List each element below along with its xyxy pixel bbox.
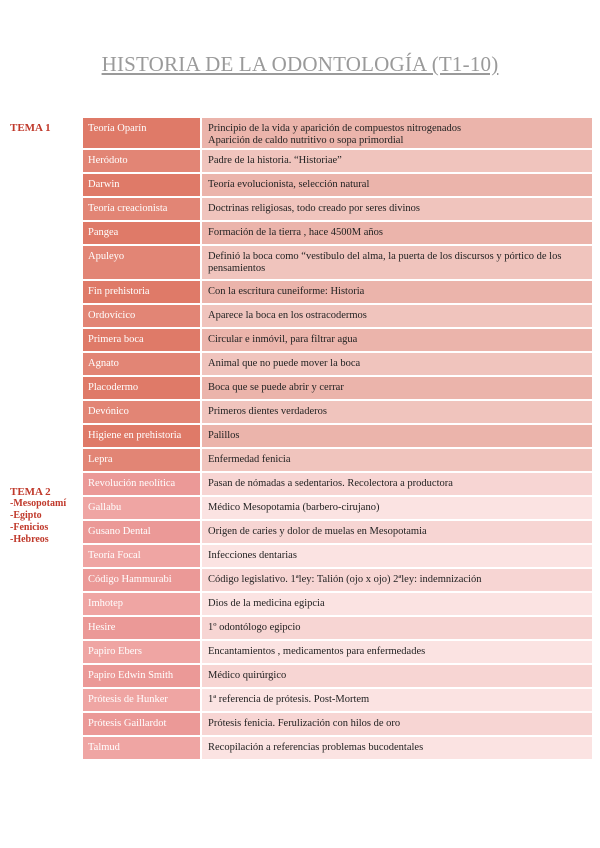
term-cell: Heródoto xyxy=(83,150,202,174)
table-row xyxy=(83,521,592,545)
table-row xyxy=(83,737,592,761)
definition-cell: Aparece la boca en los ostracodermos xyxy=(202,305,592,329)
definition-cell: Formación de la tierra , hace 4500M años xyxy=(202,222,592,246)
term-cell: Gallabu xyxy=(83,497,202,521)
term-cell: Código Hammurabi xyxy=(83,569,202,593)
term-cell: Pangea xyxy=(83,222,202,246)
term-cell: Prótesis Gaillardot xyxy=(83,713,202,737)
term-cell: Teoría Oparín xyxy=(83,118,202,150)
definition-cell: Dios de la medicina egipcia xyxy=(202,593,592,617)
table-row xyxy=(83,150,592,174)
definition-cell xyxy=(202,118,592,150)
term-cell: Teoría creacionista xyxy=(83,198,202,222)
definition-cell: Origen de caries y dolor de muelas en Mesopotamia xyxy=(202,521,592,545)
table-row xyxy=(83,473,592,497)
definition-cell: 1ª referencia de prótesis. Post-Mortem xyxy=(202,689,592,713)
term-cell: Revolución neolítica xyxy=(83,473,202,497)
section-tema-2 xyxy=(10,486,82,546)
term-cell: Higiene en prehistoria xyxy=(83,425,202,449)
definition-line: Aparición de caldo nutritivo o sopa primordial xyxy=(208,135,404,146)
definition-cell: 1º odontólogo egipcio xyxy=(202,617,592,641)
table-row xyxy=(83,353,592,377)
term-cell: Darwin xyxy=(83,174,202,198)
definition-cell: Infecciones dentarias xyxy=(202,545,592,569)
definition-cell: Código legislativo. 1ªley: Talión (ojo x ojo) 2ªley: indemnización xyxy=(202,569,592,593)
term-cell: Placodermo xyxy=(83,377,202,401)
term-cell: Agnato xyxy=(83,353,202,377)
table-row xyxy=(83,305,592,329)
table-row xyxy=(83,118,592,150)
term-cell: Prótesis de Hunker xyxy=(83,689,202,713)
term-cell: Papiro Edwin Smith xyxy=(83,665,202,689)
table-row xyxy=(83,569,592,593)
definition-cell: Padre de la historia. “Historiae” xyxy=(202,150,592,174)
definition-cell: Médico quirúrgico xyxy=(202,665,592,689)
table-row xyxy=(83,593,592,617)
definition-cell: Primeros dientes verdaderos xyxy=(202,401,592,425)
glossary-table xyxy=(83,118,592,761)
table-row xyxy=(83,497,592,521)
term-cell: Hesire xyxy=(83,617,202,641)
table-row xyxy=(83,281,592,305)
section-label: TEMA 1 xyxy=(10,122,51,134)
term-cell: Apuleyo xyxy=(83,246,202,281)
term-cell: Talmud xyxy=(83,737,202,761)
definition-cell: Pasan de nómadas a sedentarios. Recolectora a productora xyxy=(202,473,592,497)
table-row xyxy=(83,449,592,473)
definition-cell: Recopilación a referencias problemas bucodentales xyxy=(202,737,592,761)
definition-cell: Teoría evolucionista, selección natural xyxy=(202,174,592,198)
definition-cell: Circular e inmóvil, para filtrar agua xyxy=(202,329,592,353)
term-cell: Papiro Ebers xyxy=(83,641,202,665)
section-sub-item: -Fenicios xyxy=(10,522,49,533)
table-row xyxy=(83,545,592,569)
definition-cell: Palillos xyxy=(202,425,592,449)
table-row xyxy=(83,641,592,665)
table-row xyxy=(83,713,592,737)
term-cell: Fin prehistoria xyxy=(83,281,202,305)
section-sub-item: -Egipto xyxy=(10,510,42,521)
definition-line: Principio de la vida y aparición de compuestos nitrogenados xyxy=(208,123,462,134)
term-cell: Devónico xyxy=(83,401,202,425)
table-row xyxy=(83,329,592,353)
table-row xyxy=(83,425,592,449)
term-cell: Primera boca xyxy=(83,329,202,353)
definition-cell: Definió la boca como “vestíbulo del alma, la puerta de los discursos y pórtico de los pensamientos xyxy=(202,246,592,281)
definition-cell: Médico Mesopotamia (barbero-cirujano) xyxy=(202,497,592,521)
term-cell: Gusano Dental xyxy=(83,521,202,545)
definition-cell: Doctrinas religiosas, todo creado por seres divinos xyxy=(202,198,592,222)
table-row xyxy=(83,222,592,246)
term-cell: Imhotep xyxy=(83,593,202,617)
term-cell: Ordovícico xyxy=(83,305,202,329)
term-cell: Teoría Focal xyxy=(83,545,202,569)
definition-cell: Enfermedad fenicia xyxy=(202,449,592,473)
table-row xyxy=(83,401,592,425)
section-tema-1 xyxy=(10,122,82,134)
table-row xyxy=(83,198,592,222)
definition-cell: Animal que no puede mover la boca xyxy=(202,353,592,377)
table-row xyxy=(83,617,592,641)
section-label: TEMA 2 xyxy=(10,486,51,498)
section-sub-item: -Hebreos xyxy=(10,534,49,545)
page-title: HISTORIA DE LA ODONTOLOGÍA (T1-10) xyxy=(101,52,499,76)
table-row xyxy=(83,174,592,198)
section-sub-item: -Mesopotamí xyxy=(10,498,67,509)
table-row xyxy=(83,689,592,713)
definition-cell: Encantamientos , medicamentos para enfermedades xyxy=(202,641,592,665)
table-row xyxy=(83,246,592,281)
definition-cell: Con la escritura cuneiforme: Historia xyxy=(202,281,592,305)
table-row xyxy=(83,377,592,401)
term-cell: Lepra xyxy=(83,449,202,473)
definition-cell: Prótesis fenicia. Ferulización con hilos de oro xyxy=(202,713,592,737)
table-row xyxy=(83,665,592,689)
definition-cell: Boca que se puede abrir y cerrar xyxy=(202,377,592,401)
